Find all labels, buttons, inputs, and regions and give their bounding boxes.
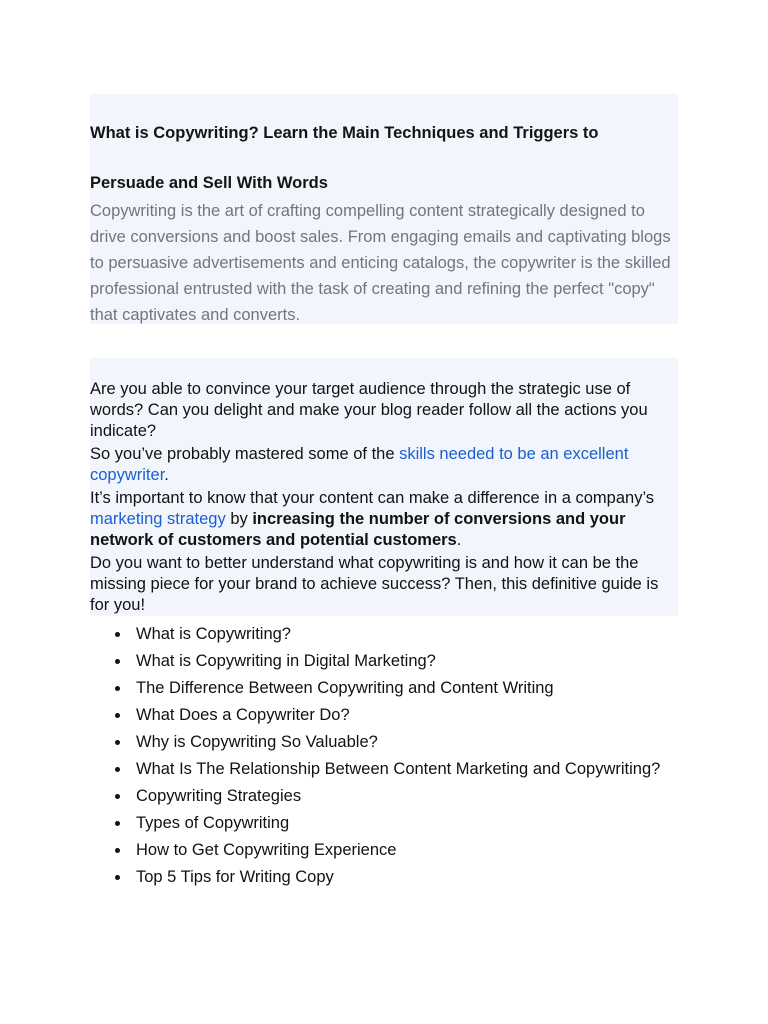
toc-item: What Does a Copywriter Do? [136, 704, 678, 726]
toc-item: Why is Copywriting So Valuable? [136, 731, 678, 753]
paragraph-audience: Are you able to convince your target audience through the strategic use of words? Can you delight and make your blog reader follow all the actions you indicate? [90, 380, 648, 440]
marketing-strategy-link[interactable]: marketing strategy [90, 510, 226, 528]
toc-item: What is Copywriting? [136, 623, 678, 645]
paragraph-importance-bold: increasing the number of conversions and your network of customers and potential customers [90, 510, 626, 549]
paragraph-guide: Do you want to better understand what copywriting is and how it can be the missing piece for your brand to achieve success? Then, this definitive guide is for you! [90, 554, 659, 614]
paragraph-skills [90, 444, 678, 486]
intro-section [90, 94, 678, 324]
skills-link[interactable]: skills needed to be an excellent copywriter [90, 445, 629, 484]
toc-item: Top 5 Tips for Writing Copy [136, 866, 678, 888]
body-section [90, 358, 678, 616]
toc-item: The Difference Between Copywriting and Content Writing [136, 677, 678, 699]
paragraph-importance [90, 488, 678, 551]
paragraph-skills-end: . [164, 466, 169, 484]
toc-item: Types of Copywriting [136, 812, 678, 834]
paragraph-importance-end: . [456, 531, 462, 549]
article-title-line-1: What is Copywriting? Learn the Main Techniques and Triggers to [90, 124, 599, 142]
toc-item: Copywriting Strategies [136, 785, 678, 807]
article-title-line-2: Persuade and Sell With Words [90, 174, 328, 192]
paragraph-importance-text: It’s important to know that your content can make a difference in a company’s [90, 489, 655, 507]
paragraph-skills-text: So you’ve probably mastered some of the [90, 445, 400, 463]
intro-paragraph: Copywriting is the art of crafting compelling content strategically designed to drive conversions and boost sales. From engaging emails and captivating blogs to persuasive advertisements and enticing catalogs, the copywriter is the skilled professional entrusted with the task of creating and refining the perfect "copy" that captivates and converts. [90, 202, 671, 324]
table-of-contents [90, 623, 678, 893]
toc-item: How to Get Copywriting Experience [136, 839, 678, 861]
toc-item: What Is The Relationship Between Content Marketing and Copywriting? [136, 758, 678, 780]
toc-item: What is Copywriting in Digital Marketing? [136, 650, 678, 672]
paragraph-importance-by: by [225, 510, 253, 528]
